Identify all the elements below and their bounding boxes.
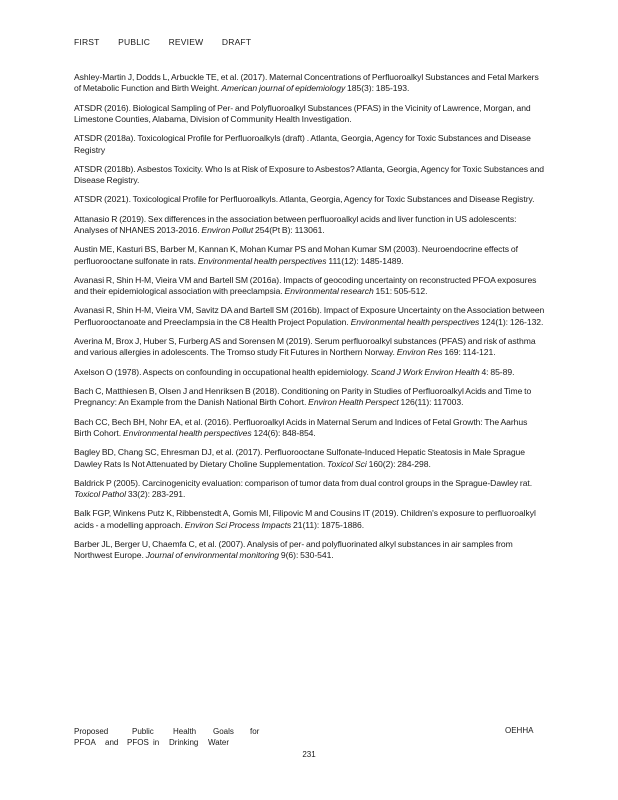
reference-citation: 33(2): 283-291.	[126, 489, 186, 500]
reference-entry	[74, 386, 546, 409]
reference-journal: Journal of environmental monitoring	[145, 550, 280, 561]
reference-text: ATSDR (2018a). Toxicological Profile for Perfluoroalkyls (draft) . Atlanta, Georgia, Agency for Toxic Substances and Disease Registry	[74, 133, 531, 155]
reference-text: Austin ME, Kasturi BS, Barber M, Kannan K, Mohan Kumar PS and Mohan Kumar SM (2003). Neuroendocrine effects of perfluorooctane sulfonate in rats.	[74, 244, 518, 266]
reference-journal: Toxicol Pathol	[74, 489, 126, 500]
reference-text: Bagley BD, Chang SC, Ehresman DJ, et al. (2017). Perfluorooctane Sulfonate-Induced Hepatic Steatosis in Male Sprague Dawley Rats Is Not Attenuated by Dietary Choline Supplementation.	[74, 447, 526, 469]
footer-word: Proposed	[74, 727, 109, 736]
footer-word: Health	[173, 727, 197, 736]
reference-journal: Scand J Work Environ Health	[370, 366, 480, 377]
reference-journal: American journal of epidemiology	[221, 83, 346, 94]
footer-word: PFOA	[74, 738, 96, 747]
reference-entry	[74, 133, 546, 156]
reference-entry	[74, 194, 546, 205]
footer-word: and	[105, 738, 119, 747]
footer-word: Public	[132, 727, 154, 736]
reference-entry	[74, 275, 546, 298]
reference-entry	[74, 244, 546, 267]
reference-text: ATSDR (2021). Toxicological Profile for Perfluoroalkyls. Atlanta, Georgia, Agency for Toxic Substances and Disease Registry.	[74, 194, 535, 205]
reference-citation: 254(Pt B): 113061.	[253, 225, 325, 236]
reference-journal: Environmental health perspectives	[122, 427, 252, 438]
reference-entry	[74, 305, 546, 328]
footer-word: in	[153, 738, 160, 747]
footer-word: Water	[208, 738, 230, 747]
header-word: REVIEW	[168, 37, 204, 47]
reference-entry	[74, 539, 546, 562]
reference-citation: 151: 505-512.	[373, 286, 428, 297]
reference-text: Averina M, Brox J, Huber S, Furberg AS and Sorensen M (2019). Serum perfluoroalkyl substances (PFAS) and risk of asthma and various allergies in adolescents. The Tromso study Fit Futures in Northern Norway.	[74, 336, 536, 358]
reference-text: ATSDR (2018b). Asbestos Toxicity. Who Is at Risk of Exposure to Asbestos? Atlanta, Georgia, Agency for Toxic Substances and Disease Registry.	[74, 163, 545, 186]
reference-entry	[74, 72, 546, 95]
draft-header	[74, 37, 267, 47]
footer-title	[74, 726, 259, 748]
reference-text: Avanasi R, Shin H-M, Vieira VM, Savitz DA and Bartell SM (2016b). Impact of Exposure Uncertainty on the Association between Perfluorooctanoate and Preeclampsia in the C8 Health Project Population.	[74, 305, 545, 327]
reference-journal: Environmental health perspectives	[197, 255, 327, 266]
reference-journal: Environ Res	[396, 347, 443, 358]
reference-citation: 169: 114-121.	[442, 347, 496, 358]
reference-text: Axelson O (1978). Aspects on confounding in occupational health epidemiology.	[74, 366, 371, 377]
footer-word: Goals	[213, 727, 234, 736]
reference-text: Ashley-Martin J, Dodds L, Arbuckle TE, et al. (2017). Maternal Concentrations of Perfluoroalkyl Substances and Fetal Markers of Metabolic Function and Birth Weight.	[74, 72, 539, 94]
reference-text: Balk FGP, Winkens Putz K, Ribbenstedt A, Gomis MI, Filipovic M and Cousins IT (2019). Children's exposure to perfluoroalkyl acids - a modelling approach.	[74, 508, 536, 530]
reference-text: Bach C, Matthiesen B, Olsen J and Henriksen B (2018). Conditioning on Parity in Studies of Perfluoroalkyl Acids and Time to Pregnancy: An Example from the Danish National Birth Cohort.	[74, 385, 532, 408]
reference-entry	[74, 417, 546, 440]
reference-citation: 21(11): 1875-1886.	[291, 519, 365, 530]
reference-text: Bach CC, Bech BH, Nohr EA, et al. (2016). Perfluoroalkyl Acids in Maternal Serum and Indices of Fetal Growth: The Aarhus Birth Cohort.	[74, 416, 528, 438]
reference-entry	[74, 103, 546, 126]
header-word: FIRST	[74, 37, 100, 47]
reference-citation: 126(11): 117003.	[398, 397, 464, 408]
reference-text: Avanasi R, Shin H-M, Vieira VM and Bartell SM (2016a). Impacts of geocoding uncertainty on reconstructed PFOA exposures and their epidemiological association with preeclampsia.	[74, 274, 537, 297]
reference-text: ATSDR (2016). Biological Sampling of Per- and Polyfluoroalkyl Substances (PFAS) in the Vicinity of Lawrence, Morgan, and Limestone Counties, Alabama, Division of Community Health Investigation.	[74, 102, 531, 125]
reference-entry	[74, 478, 546, 501]
reference-citation: 185(3): 185-193.	[345, 83, 410, 94]
reference-entry	[74, 508, 546, 531]
header-word: DRAFT	[221, 37, 252, 47]
reference-entry	[74, 367, 546, 378]
reference-journal: Toxicol Sci	[327, 458, 367, 469]
reference-citation: 124(6): 848-854.	[251, 427, 316, 438]
footer-agency: OEHHA	[505, 726, 534, 735]
reference-entry	[74, 447, 546, 470]
reference-list	[74, 72, 546, 570]
reference-text: Baldrick P (2005). Carcinogenicity evaluation: comparison of tumor data from dual control groups in the Sprague-Dawley rat.	[74, 477, 533, 488]
reference-citation: 124(1): 126-132.	[479, 316, 544, 327]
reference-citation: 4: 85-89.	[479, 366, 515, 377]
footer-word: for	[250, 727, 260, 736]
reference-citation: 9(6): 530-541.	[279, 550, 334, 561]
reference-citation: 111(12): 1485-1489.	[326, 255, 404, 266]
reference-journal: Environmental research	[284, 286, 374, 297]
reference-entry	[74, 214, 546, 237]
reference-entry	[74, 336, 546, 359]
reference-text: Attanasio R (2019). Sex differences in the association between perfluoroalkyl acids and liver function in US adolescents: Analyses of NHANES 2013-2016.	[74, 213, 517, 236]
header-word: PUBLIC	[118, 37, 151, 47]
reference-journal: Environmental health perspectives	[350, 316, 480, 327]
footer-word: PFOS	[127, 738, 149, 747]
footer-word: Drinking	[169, 738, 199, 747]
reference-journal: Environ Pollut	[201, 225, 254, 236]
reference-journal: Environ Sci Process Impacts	[184, 519, 292, 530]
reference-journal: Environ Health Perspect	[308, 397, 399, 408]
page-number: 231	[302, 750, 316, 759]
reference-citation: 160(2): 284-298.	[366, 458, 431, 469]
reference-text: Barber JL, Berger U, Chaemfa C, et al. (2007). Analysis of per- and polyfluorinated alkyl substances in air samples from Northwest Europe.	[74, 538, 513, 561]
reference-entry	[74, 164, 546, 187]
